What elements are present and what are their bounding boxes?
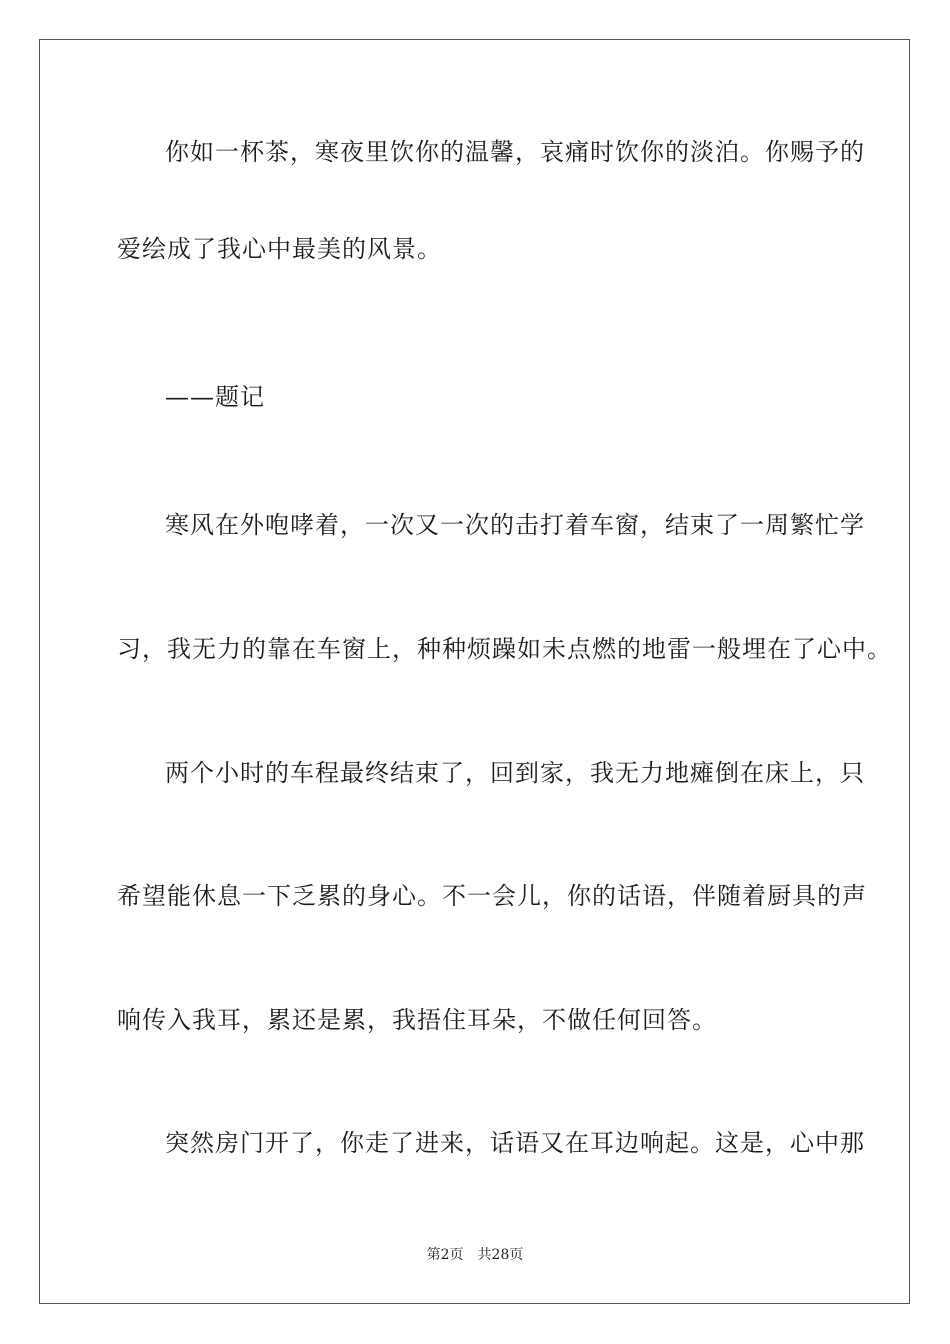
paragraph-3-line-1: 两个小时的车程最终结束了，回到家，我无力地瘫倒在床上，只 xyxy=(165,759,865,787)
page-border xyxy=(39,39,910,1304)
paragraph-2-line-1: 寒风在外咆哮着，一次又一次的击打着车窗，结束了一周繁忙学 xyxy=(165,511,865,539)
page-footer xyxy=(0,1245,950,1265)
paragraph-1-line-1: 你如一杯茶，寒夜里饮你的温馨，哀痛时饮你的淡泊。你赐予的 xyxy=(165,138,865,166)
paragraph-3-line-3: 响传入我耳，累还是累，我捂住耳朵，不做任何回答。 xyxy=(117,1006,717,1034)
inscription-line: ——题记 xyxy=(165,383,265,411)
paragraph-4-line-1: 突然房门开了，你走了进来，话语又在耳边响起。这是，心中那 xyxy=(165,1129,865,1157)
paragraph-3-line-2: 希望能休息一下乏累的身心。不一会儿，你的话语，伴随着厨具的声 xyxy=(117,882,867,910)
page-number: 第2页 xyxy=(426,1247,464,1263)
paragraph-1-line-2: 爱绘成了我心中最美的风景。 xyxy=(117,235,442,263)
page-total: 共28页 xyxy=(477,1247,524,1263)
paragraph-2-line-2: 习，我无力的靠在车窗上，种种烦躁如未点燃的地雷一般埋在了心中。 xyxy=(117,635,892,663)
